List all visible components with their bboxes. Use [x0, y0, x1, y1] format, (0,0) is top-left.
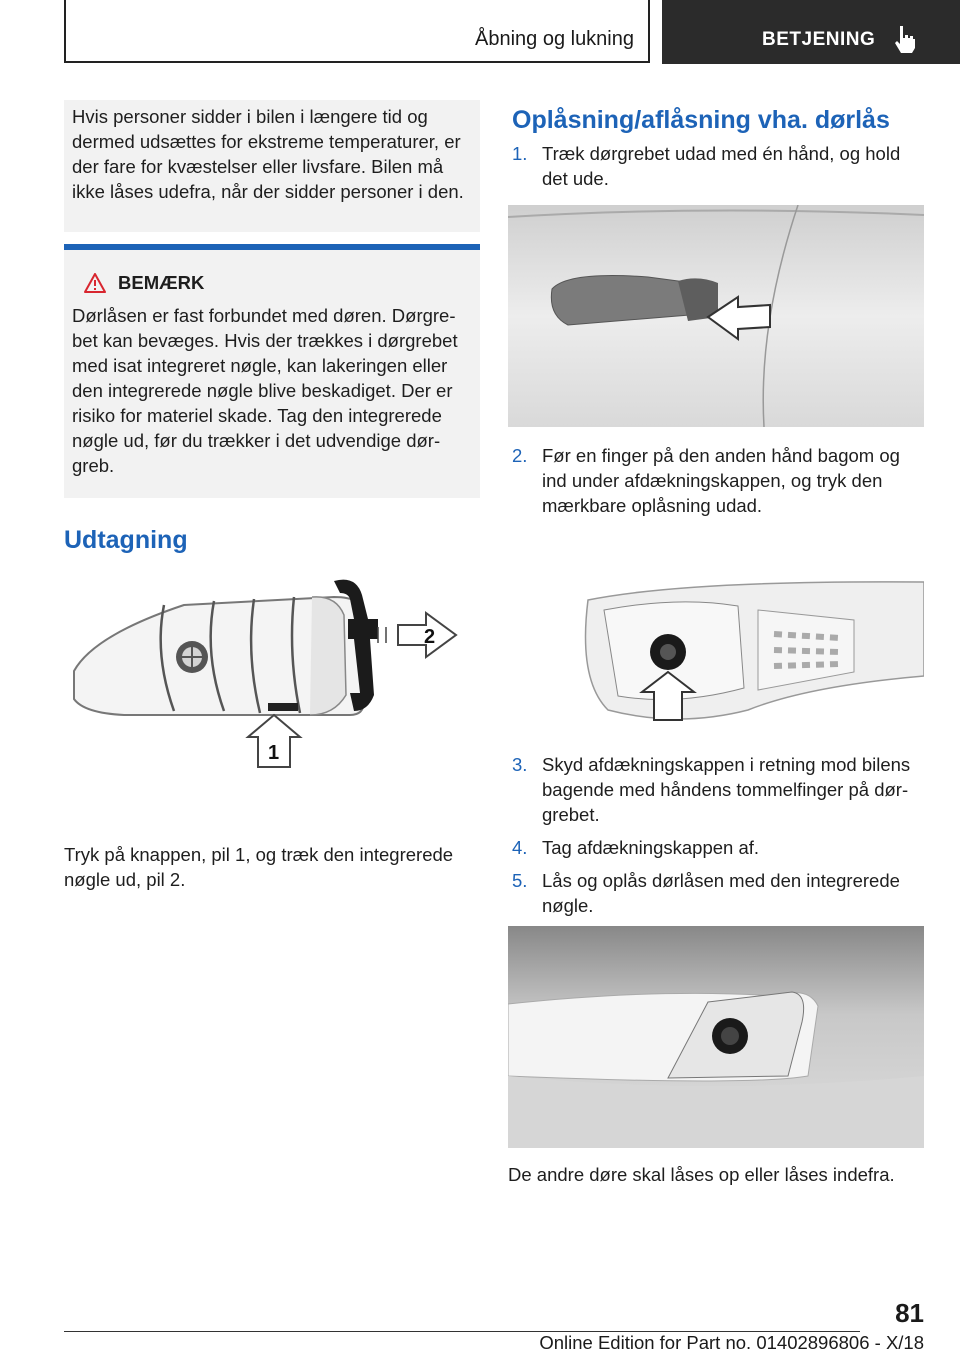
step-number: 4. — [512, 837, 528, 858]
hand-pointer-icon — [892, 24, 918, 54]
step-text: Tag afdækningskappen af. — [542, 837, 760, 858]
arrow-label-1: 1 — [268, 742, 280, 764]
chapter-tab[interactable] — [662, 0, 960, 64]
step-number: 2. — [512, 445, 528, 466]
notice-title: BEMÆRK — [118, 272, 205, 293]
step-text: Lås og oplås dørlåsen med den integrerede nøgle. — [542, 870, 900, 916]
step-text: Før en finger på den anden hånd bagom og ind under afdækningskappen, og tryk den mærkbare oplåsning udad. — [542, 445, 900, 516]
step-item — [508, 868, 924, 918]
steps-list-a — [508, 141, 924, 191]
right-column — [508, 100, 924, 1186]
notice-heading — [72, 270, 472, 295]
door-lock-heading: Oplåsning/aflåsning vha. dørlås — [512, 106, 890, 134]
step-number: 1. — [512, 143, 528, 164]
step-item — [508, 443, 924, 518]
warning-box — [64, 100, 480, 232]
notice-text: Dørlåsen er fast forbundet med døren. Dørgrebet kan bevæges. Hvis der trækkes i dørgrebet med isat integreret nøgle, kan lakeringen eller den integrerede nøgle blive beskadiget. Der er risiko for materiel skade. Tag den integrerede nøgle ud, før du trækker i det udvendige dørgreb. — [72, 305, 458, 476]
steps-list-b — [508, 443, 924, 518]
key-removal-caption: Tryk på knappen, pil 1, og træk den integrerede nøgle ud, pil 2. — [64, 844, 454, 890]
step-number: 3. — [512, 754, 528, 775]
warning-text: Hvis personer sidder i bilen i længere tid og dermed udsættes for ekstreme temperaturer, er der fare for kvæstelser eller livsfare. Bilen må ikke låses udefra, når der sidder personer i den. — [72, 106, 464, 202]
step-item — [508, 835, 924, 860]
door-handle-photo — [508, 205, 924, 427]
warning-triangle-icon — [84, 273, 106, 293]
door-lock-photo — [508, 926, 924, 1148]
step-number: 5. — [512, 870, 528, 891]
key-removal-illustration — [64, 575, 480, 785]
step-item — [508, 752, 924, 827]
step-item — [508, 141, 924, 191]
arrow-label-2: 2 — [424, 626, 436, 648]
section-title: Åbning og lukning — [474, 28, 634, 50]
notice-box — [64, 250, 480, 498]
page-number: 81 — [895, 1298, 924, 1328]
chapter-label: BETJENING — [762, 29, 876, 50]
section-heading-udtagning: Udtagning — [64, 526, 188, 554]
steps-list-c — [508, 752, 924, 918]
cover-cap-illustration — [508, 580, 924, 728]
final-caption: De andre døre skal låses op eller låses indefra. — [508, 1164, 895, 1185]
step-text: Træk dørgrebet udad med én hånd, og hold det ude. — [542, 143, 901, 189]
edition-footer: Online Edition for Part no. 01402896806 - X/18 — [539, 1332, 924, 1353]
left-column — [64, 100, 480, 892]
step-text: Skyd afdækningskappen i retning mod bilens bagende med håndens tommelfinger på dørgrebet. — [542, 754, 911, 825]
